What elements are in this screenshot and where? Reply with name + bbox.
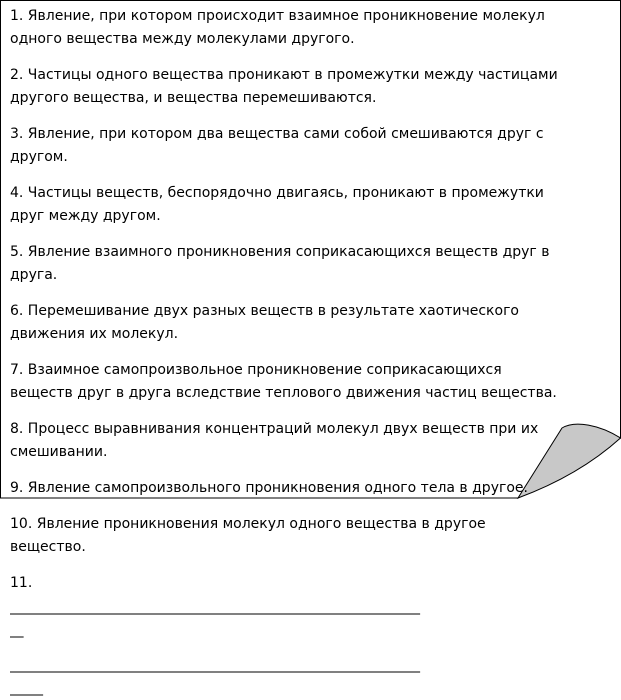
item-7-line-1: 7. Взаимное самопроизвольное проникновение соприкасающихся (10, 362, 502, 378)
item-2-line-1: 2. Частицы одного вещества проникают в промежутки между частицами (10, 67, 558, 83)
item-1 (10, 5, 610, 51)
answer-line-2 (10, 654, 610, 700)
item-6 (10, 300, 610, 346)
item-10 (10, 513, 610, 559)
item-5 (10, 241, 610, 287)
item-4-line-2: друг между другом. (10, 208, 161, 224)
item-10-line-1: 10. Явление проникновения молекул одного вещества в другое (10, 516, 486, 532)
item-1-line-1: 1. Явление, при котором происходит взаимное проникновение молекул (10, 8, 545, 24)
answer-line-1 (10, 596, 610, 642)
answer-line-1-row-2: __ (10, 622, 23, 638)
item-5-line-2: друга. (10, 267, 58, 283)
item-7 (10, 359, 610, 405)
item-11-line-1: 11. (10, 575, 33, 591)
item-8 (10, 418, 610, 464)
item-10-line-2: вещество. (10, 539, 86, 555)
item-4-line-1: 4. Частицы веществ, беспорядочно двигаясь, проникают в промежутки (10, 185, 544, 201)
item-4 (10, 182, 610, 228)
item-5-line-1: 5. Явление взаимного проникновения соприкасающихся веществ друг в (10, 244, 550, 260)
answer-line-2-row-2: _____ (10, 680, 43, 696)
answer-line-2-row-1: _______________________________________________________________ (10, 657, 420, 673)
item-2 (10, 64, 610, 110)
item-7-line-2: веществ друг в друга вследствие теплового движения частиц вещества. (10, 385, 557, 401)
item-8-line-1: 8. Процесс выравнивания концентраций молекул двух веществ при их (10, 421, 539, 437)
item-6-line-2: движения их молекул. (10, 326, 179, 342)
item-2-line-2: другого вещества, и вещества перемешиваются. (10, 90, 377, 106)
item-9-line-1: 9. Явление самопроизвольного проникновения одного тела в другое. (10, 480, 528, 496)
item-9 (10, 477, 610, 500)
item-3-line-2: другом. (10, 149, 68, 165)
answer-line-1-row-1: _______________________________________________________________ (10, 599, 420, 615)
item-3 (10, 123, 610, 169)
item-11 (10, 572, 610, 595)
item-6-line-1: 6. Перемешивание двух разных веществ в результате хаотического (10, 303, 519, 319)
item-3-line-1: 3. Явление, при котором два вещества сами собой смешиваются друг с (10, 126, 544, 142)
item-8-line-2: смешивании. (10, 444, 108, 460)
item-1-line-2: одного вещества между молекулами другого. (10, 31, 355, 47)
